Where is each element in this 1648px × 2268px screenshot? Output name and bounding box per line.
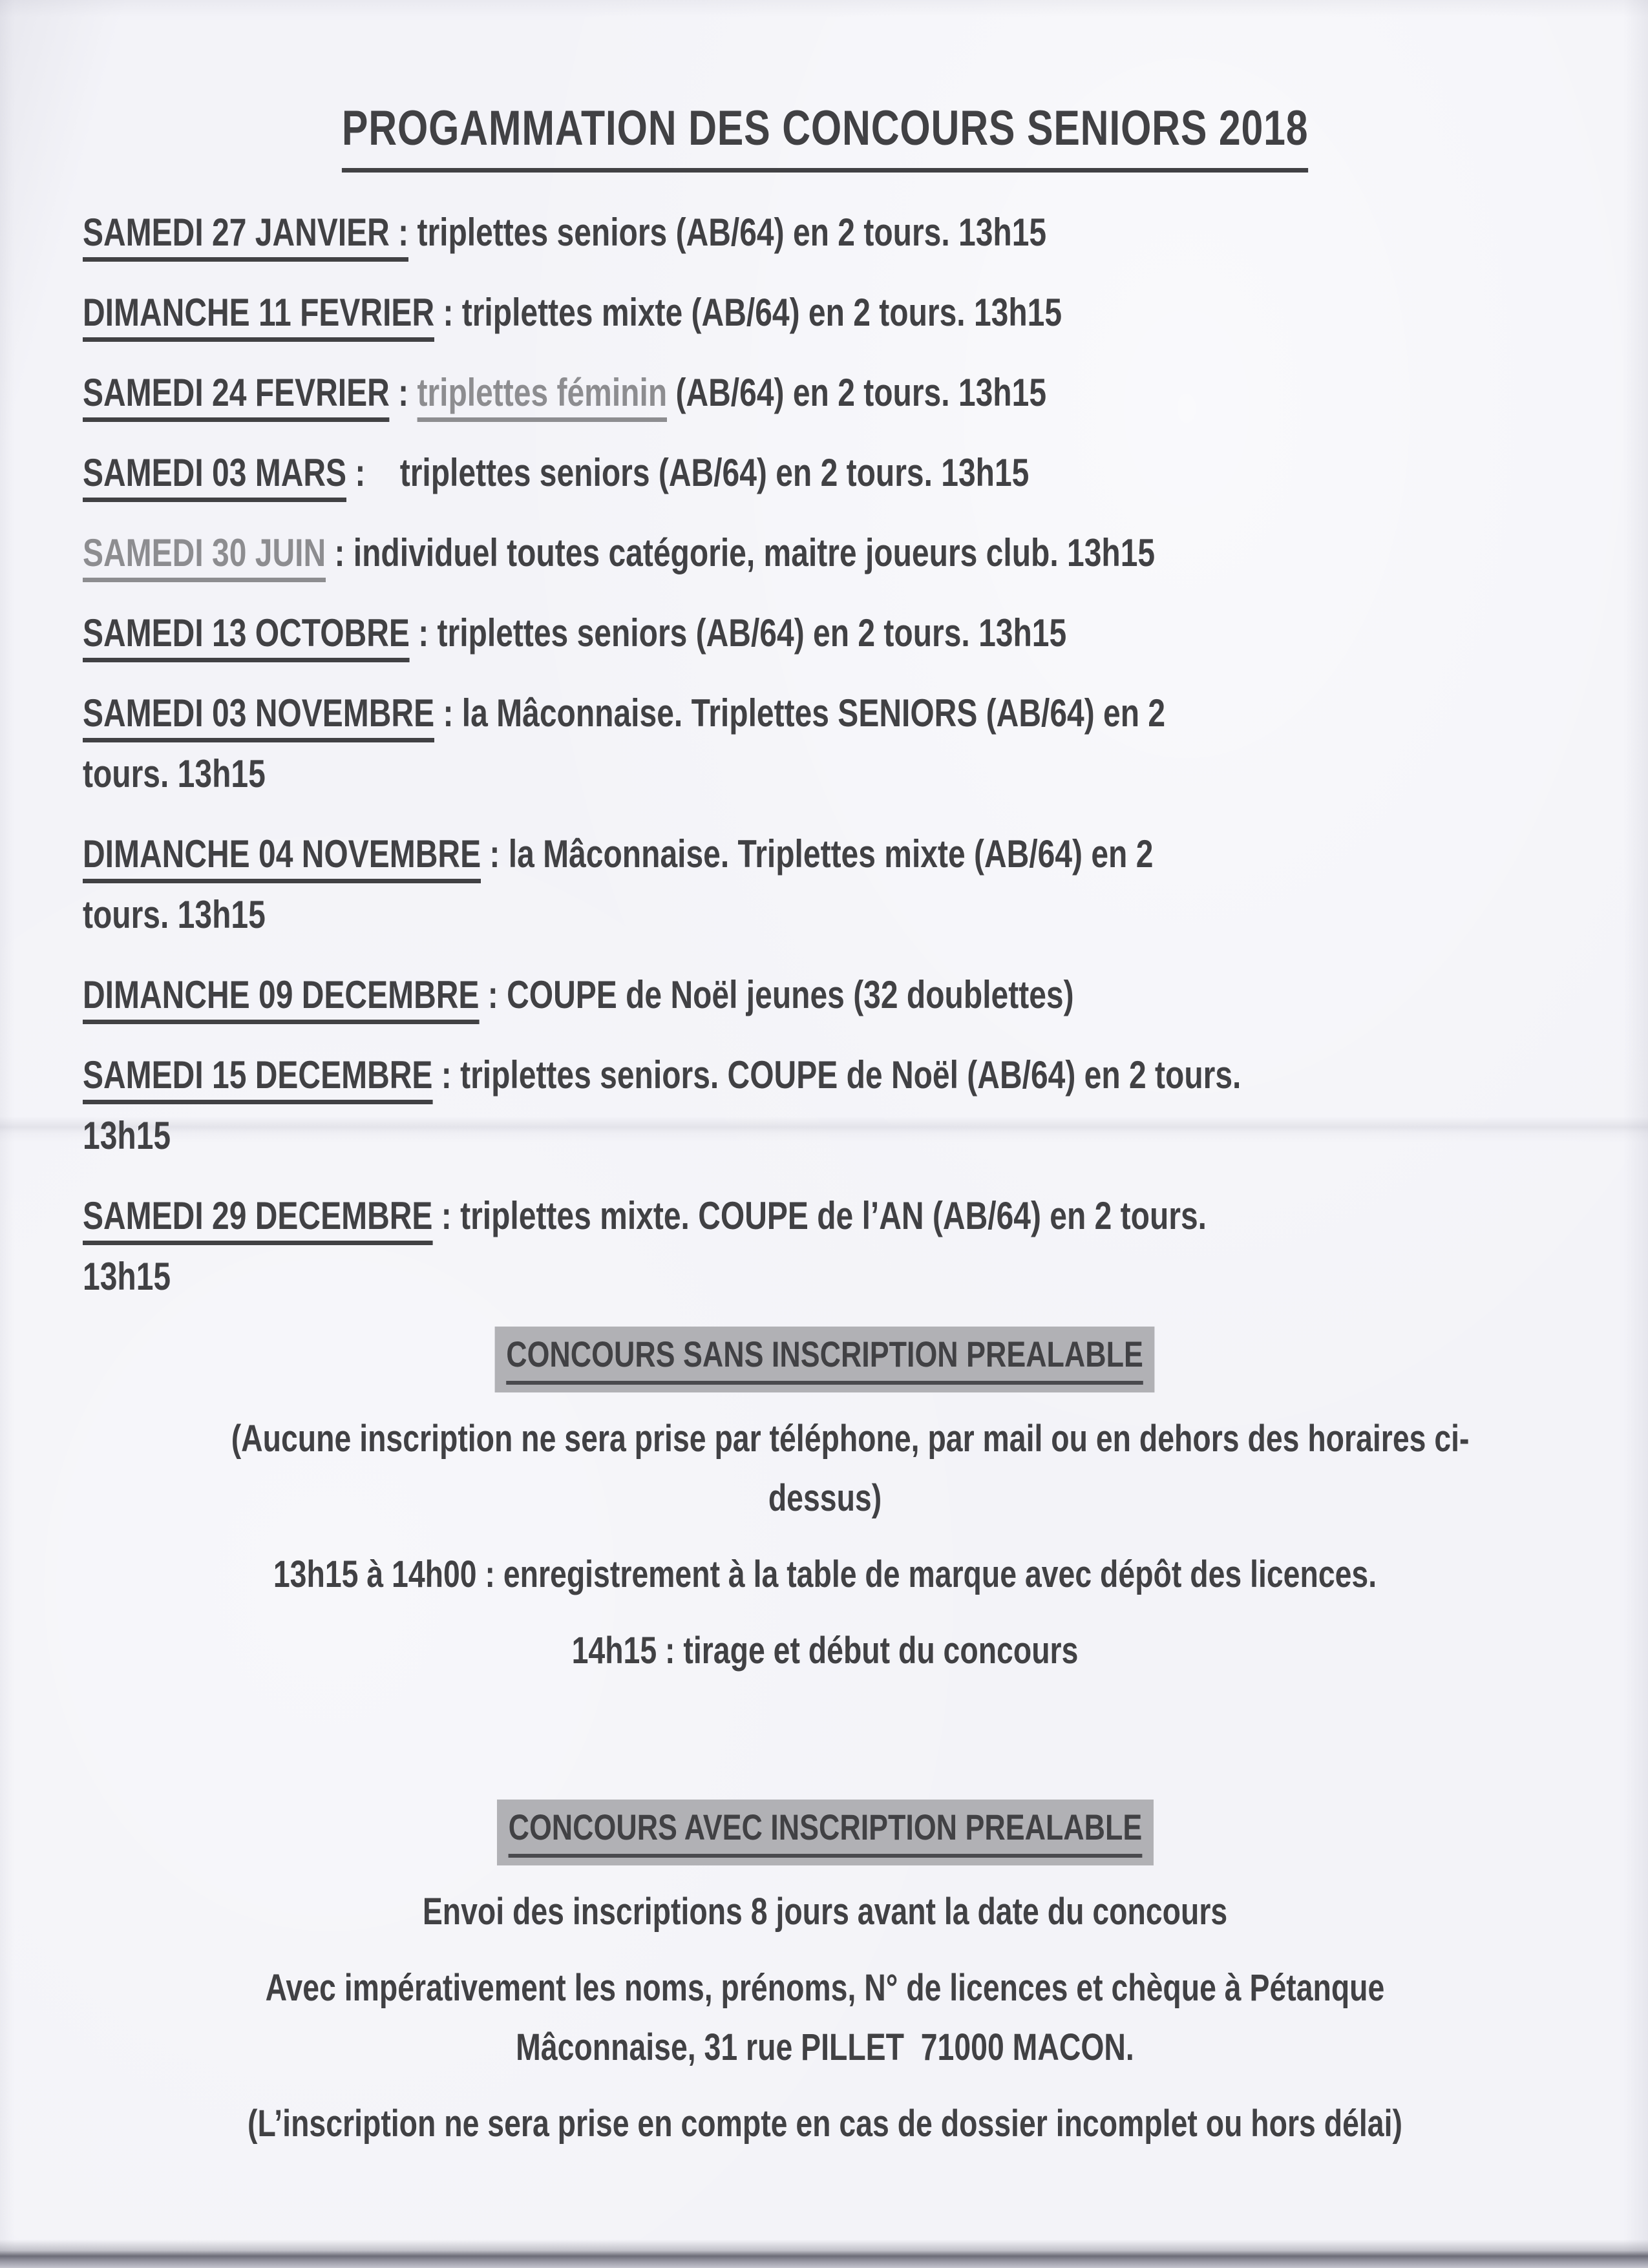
entry-description: :	[389, 371, 417, 414]
entry-description: tours. 13h15	[83, 752, 266, 795]
schedule-entry	[83, 965, 1271, 1025]
schedule-entry	[83, 443, 1271, 503]
schedule-entry	[83, 683, 1271, 804]
schedule-entry	[83, 282, 1271, 343]
section-paragraph: (Aucune inscription ne sera prise par téléphone, par mail ou en dehors des horaires ci- dessus)	[231, 1418, 1470, 1519]
entry-description: : triplettes seniors (AB/64) en 2 tours. 13h15	[409, 611, 1067, 655]
entry-date: DIMANCHE 11 FEVRIER	[83, 291, 434, 342]
entry-date: SAMEDI 29 DECEMBRE	[83, 1194, 432, 1245]
section-paragraph: Envoi des inscriptions 8 jours avant la date du concours	[422, 1891, 1228, 1933]
entry-date: SAMEDI 15 DECEMBRE	[83, 1053, 432, 1104]
schedule-list	[83, 202, 1567, 1307]
entry-description: : triplettes seniors (AB/64) en 2 tours. 13h15	[346, 451, 1030, 494]
section-heading-highlight	[495, 1327, 1155, 1392]
section-heading-highlight	[497, 1800, 1154, 1865]
entry-date: SAMEDI 13 OCTOBRE	[83, 611, 410, 662]
entry-date: SAMEDI 24 FEVRIER	[83, 371, 390, 422]
schedule-entry	[83, 362, 1271, 423]
section-heading: CONCOURS AVEC INSCRIPTION PREALABLE	[508, 1806, 1142, 1858]
entry-date: DIMANCHE 09 DECEMBRE	[83, 973, 479, 1024]
schedule-entry	[83, 1045, 1271, 1166]
entry-description: triplettes seniors (AB/64) en 2 tours. 13h15	[408, 211, 1047, 254]
section-paragraph: 14h15 : tirage et début du concours	[571, 1630, 1079, 1672]
entry-description: 13h15	[83, 1114, 171, 1157]
entry-description: (AB/64) en 2 tours. 13h15	[667, 371, 1047, 414]
schedule-entry	[83, 202, 1271, 263]
entry-description: : la Mâconnaise. Triplettes mixte (AB/64) en 2	[481, 832, 1154, 876]
section-paragraph: Avec impérativement les noms, prénoms, N° de licences et chèque à Pétanque Mâconnaise, 31 rue PILLET 71000 MACON.	[265, 1967, 1385, 2068]
section-no-prior-registration	[83, 1327, 1567, 1681]
schedule-entry	[83, 824, 1271, 945]
entry-description: : triplettes mixte. COUPE de l’AN (AB/64) en 2 tours.	[432, 1194, 1207, 1237]
entry-date: SAMEDI 03 MARS	[83, 451, 346, 502]
entry-description: tours. 13h15	[83, 893, 266, 936]
entry-description: : triplettes mixte (AB/64) en 2 tours. 13h15	[434, 291, 1062, 334]
section-paragraph: (L’inscription ne sera prise en compte en cas de dossier incomplet ou hors délai)	[248, 2103, 1402, 2145]
section-paragraphs	[83, 1409, 1567, 1681]
section-paragraphs	[83, 1882, 1567, 2154]
schedule-entry	[83, 523, 1271, 583]
entry-date: SAMEDI 30 JUIN	[83, 531, 326, 582]
entry-description: : individuel toutes catégorie, maitre joueurs club. 13h15	[326, 531, 1156, 574]
entry-date: triplettes féminin	[417, 371, 667, 422]
schedule-entry	[83, 1186, 1271, 1307]
entry-date: SAMEDI 27 JANVIER :	[83, 211, 408, 262]
entry-description: 13h15	[83, 1255, 171, 1298]
section-paragraph: 13h15 à 14h00 : enregistrement à la table de marque avec dépôt des licences.	[273, 1553, 1377, 1595]
entry-date: DIMANCHE 04 NOVEMBRE	[83, 832, 481, 883]
entry-description: : COUPE de Noël jeunes (32 doublettes)	[479, 973, 1074, 1016]
document-title: PROGAMMATION DES CONCOURS SENIORS 2018	[342, 96, 1308, 173]
section-heading-row	[83, 1800, 1567, 1865]
entry-description: : triplettes seniors. COUPE de Noël (AB/64) en 2 tours.	[432, 1053, 1241, 1097]
entry-date: SAMEDI 03 NOVEMBRE	[83, 691, 434, 742]
title-row	[83, 96, 1567, 173]
section-heading: CONCOURS SANS INSCRIPTION PREALABLE	[507, 1333, 1144, 1385]
page-bottom-edge-shadow	[0, 2240, 1648, 2268]
section-heading-row	[83, 1327, 1567, 1392]
section-with-prior-registration	[83, 1800, 1567, 2154]
entry-description: : la Mâconnaise. Triplettes SENIORS (AB/64) en 2	[434, 691, 1166, 735]
schedule-entry	[83, 603, 1271, 664]
